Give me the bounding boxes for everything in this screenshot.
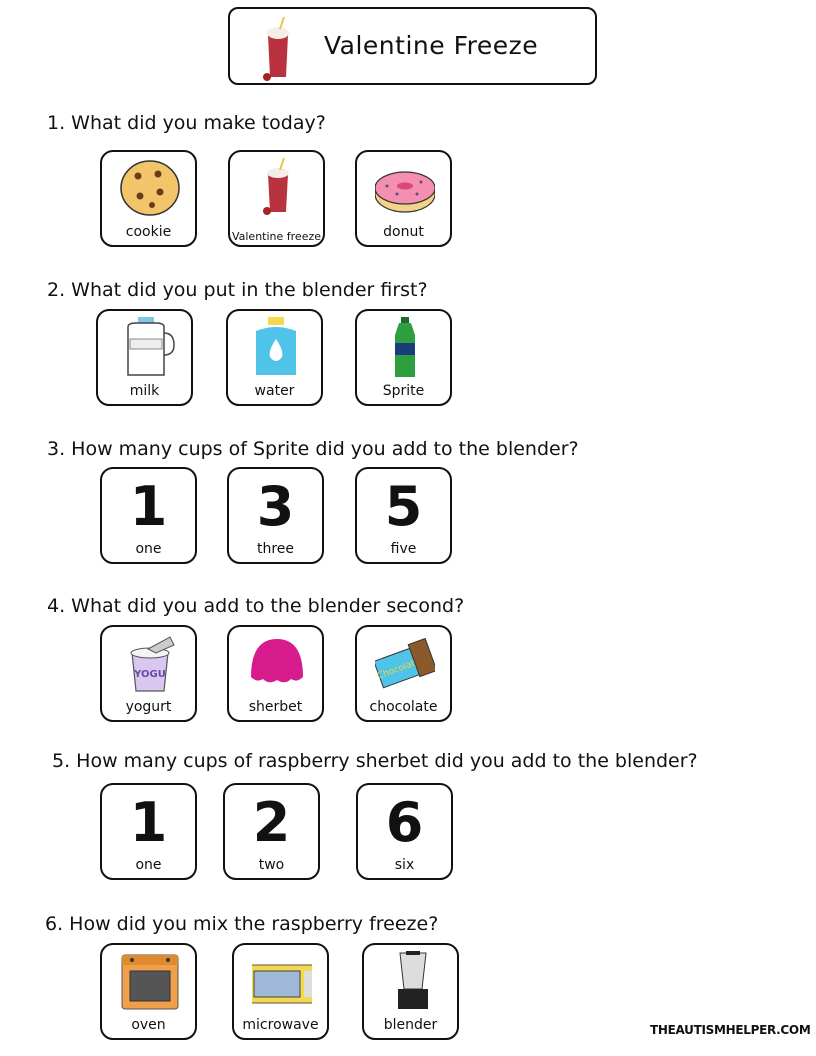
title-box bbox=[228, 7, 597, 85]
answer-label: microwave bbox=[242, 1017, 319, 1033]
answer-label: Sprite bbox=[382, 383, 425, 399]
answer-card-milk[interactable] bbox=[96, 309, 193, 406]
footer-brand: THEAUTISMHELPER.COM bbox=[650, 1023, 811, 1037]
answer-label: cookie bbox=[125, 224, 172, 240]
question-2: 2. What did you put in the blender first? bbox=[47, 279, 428, 301]
question-1: 1. What did you make today? bbox=[47, 112, 326, 134]
question-3: 3. How many cups of Sprite did you add to the blender? bbox=[47, 438, 579, 460]
answer-label: chocolate bbox=[369, 699, 438, 715]
answer-card-one[interactable] bbox=[100, 783, 197, 880]
svg-text:Chocolat: Chocolat bbox=[376, 658, 417, 682]
answer-card-six[interactable] bbox=[356, 783, 453, 880]
blender-icon bbox=[382, 951, 442, 1013]
answer-number: 2 bbox=[252, 791, 291, 854]
question-5: 5. How many cups of raspberry sherbet did you add to the blender? bbox=[52, 750, 698, 772]
question-6: 6. How did you mix the raspberry freeze? bbox=[45, 913, 439, 935]
answer-label: two bbox=[258, 857, 285, 873]
donut-icon bbox=[375, 158, 435, 220]
answer-card-chocolate[interactable] bbox=[355, 625, 452, 722]
answer-label: yogurt bbox=[125, 699, 172, 715]
answer-label: blender bbox=[383, 1017, 438, 1033]
answer-label: sherbet bbox=[248, 699, 303, 715]
answer-card-sprite[interactable] bbox=[355, 309, 452, 406]
oven-icon bbox=[120, 951, 180, 1013]
answer-card-microwave[interactable] bbox=[232, 943, 329, 1040]
smoothie-icon bbox=[258, 15, 298, 83]
worksheet-title: Valentine Freeze bbox=[324, 31, 539, 60]
answer-label: milk bbox=[129, 383, 160, 399]
sprite-icon bbox=[375, 317, 435, 379]
answer-card-sherbet[interactable] bbox=[227, 625, 324, 722]
chocolate-icon bbox=[375, 633, 435, 695]
answer-label: one bbox=[135, 857, 162, 873]
answer-label: six bbox=[394, 857, 415, 873]
water-icon bbox=[246, 317, 306, 379]
answer-label: oven bbox=[131, 1017, 166, 1033]
answer-label: donut bbox=[383, 224, 424, 240]
answer-card-oven[interactable] bbox=[100, 943, 197, 1040]
answer-card-blender[interactable] bbox=[362, 943, 459, 1040]
answer-number: 3 bbox=[256, 475, 295, 538]
answer-card-three[interactable] bbox=[227, 467, 324, 564]
sherbet-icon bbox=[247, 633, 307, 695]
answer-card-water[interactable] bbox=[226, 309, 323, 406]
microwave-icon bbox=[252, 951, 312, 1013]
answer-number: 1 bbox=[129, 475, 168, 538]
answer-card-donut[interactable] bbox=[355, 150, 452, 247]
answer-card-two[interactable] bbox=[223, 783, 320, 880]
answer-card-one[interactable] bbox=[100, 467, 197, 564]
yogurt-icon bbox=[120, 633, 180, 695]
answer-label: five bbox=[390, 541, 417, 557]
answer-label: Valentine freeze bbox=[231, 230, 322, 243]
answer-label: water bbox=[254, 383, 295, 399]
question-4: 4. What did you add to the blender second? bbox=[47, 595, 465, 617]
cookie-icon bbox=[120, 158, 180, 220]
answer-label: three bbox=[256, 541, 295, 557]
milk-icon bbox=[116, 317, 176, 379]
answer-label: one bbox=[135, 541, 162, 557]
answer-card-yogurt[interactable] bbox=[100, 625, 197, 722]
svg-text:YOGU: YOGU bbox=[134, 669, 166, 680]
answer-number: 1 bbox=[129, 791, 168, 854]
answer-card-five[interactable] bbox=[355, 467, 452, 564]
answer-card-valentine-freeze[interactable] bbox=[228, 150, 325, 247]
answer-card-cookie[interactable] bbox=[100, 150, 197, 247]
answer-number: 5 bbox=[384, 475, 423, 538]
smoothie-icon bbox=[248, 158, 308, 220]
answer-number: 6 bbox=[385, 791, 424, 854]
